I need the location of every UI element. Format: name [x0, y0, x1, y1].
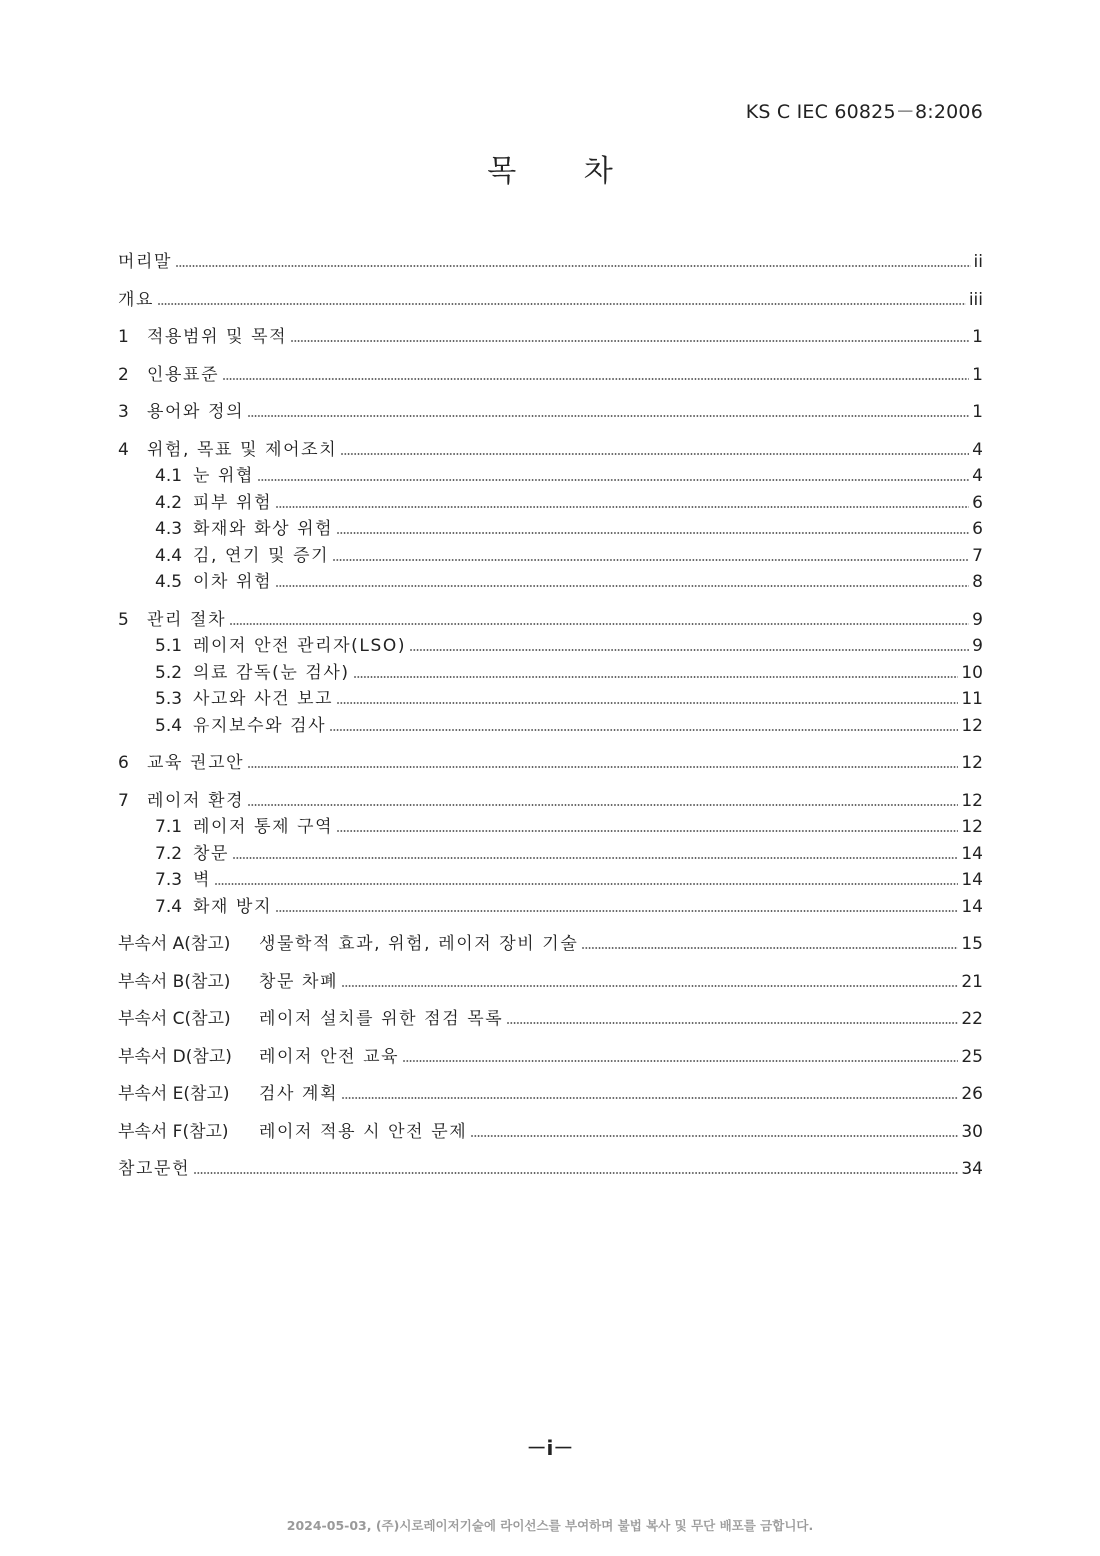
toc-entry-page: 26	[961, 1084, 983, 1104]
toc-entry-page: 15	[961, 934, 983, 954]
dot-leader	[354, 676, 959, 678]
dot-leader	[258, 479, 969, 481]
toc-annex-entry	[118, 1006, 983, 1033]
toc-entry-number: 2	[118, 364, 129, 385]
toc-entry-title: 위험, 목표 및 제어조치	[147, 439, 338, 460]
toc-entry-title: 레이저 환경	[147, 790, 245, 811]
toc-subentry-title: 화재 방지	[193, 896, 273, 917]
toc-entry-page: 1	[972, 364, 983, 385]
dot-leader	[223, 378, 969, 380]
dot-leader	[471, 1135, 958, 1137]
toc-subentry	[118, 841, 983, 868]
toc-subentry-title: 의료 감독(눈 검사)	[193, 662, 350, 683]
toc-subentry-title: 피부 위험	[193, 492, 273, 513]
toc-subentry-page: 10	[961, 662, 983, 683]
toc-entry	[118, 1156, 983, 1183]
toc-entry-page: 34	[961, 1159, 983, 1179]
toc-entry-page: 12	[961, 790, 983, 811]
dot-leader	[342, 985, 958, 987]
toc-subentry-number: 5.2	[155, 662, 183, 683]
toc-subentry-page: 14	[961, 843, 983, 864]
toc-subentry-page: 9	[972, 636, 983, 656]
toc-subentry-number: 7.3	[155, 870, 183, 890]
dot-leader	[337, 830, 958, 832]
toc-entry-title: 머리말	[118, 252, 173, 272]
dot-leader	[215, 883, 958, 885]
dot-leader	[276, 910, 958, 912]
toc-subentry	[118, 713, 983, 740]
toc-subentry-number: 4.3	[155, 519, 183, 539]
toc-subentry-number: 7.2	[155, 843, 183, 864]
toc-entry-number: 7	[118, 790, 129, 811]
dot-leader	[507, 1022, 958, 1024]
dot-leader	[230, 623, 969, 625]
toc-entry-page: 22	[961, 1009, 983, 1029]
annex-label: 부속서 E(참고)	[118, 1084, 230, 1104]
table-of-contents	[118, 249, 983, 1183]
toc-entry-page: 25	[961, 1046, 983, 1067]
toc-subentry-title: 레이저 안전 관리자(LSO)	[193, 636, 407, 656]
toc-entry-page: ii	[973, 252, 983, 272]
toc-subentry-title: 유지보수와 검사	[193, 715, 327, 736]
toc-subentry-page: 12	[961, 715, 983, 736]
toc-entry-title: 생물학적 효과, 위험, 레이저 장비 기술	[259, 934, 579, 954]
toc-subentry-page: 4	[972, 466, 983, 486]
toc-subentry-number: 5.3	[155, 689, 183, 709]
toc-entry	[118, 607, 983, 634]
toc-subentry-number: 7.4	[155, 896, 183, 917]
toc-entry-title: 교육 권고안	[147, 753, 245, 773]
dot-leader	[330, 729, 958, 731]
dot-leader	[341, 453, 969, 455]
standard-code: KS C IEC 60825－8:2006	[745, 101, 983, 123]
toc-subentry-number: 4.5	[155, 572, 183, 592]
toc-subentry-title: 눈 위협	[193, 466, 255, 486]
toc-entry-title: 개요	[118, 289, 155, 310]
toc-subentry	[118, 516, 983, 543]
toc-entry-title: 인용표준	[147, 364, 220, 385]
toc-entry-page: iii	[968, 289, 983, 310]
annex-label: 부속서 B(참고)	[118, 971, 231, 992]
toc-entry-page: 4	[972, 439, 983, 460]
toc-subentry-title: 창문	[193, 843, 230, 864]
toc-subentry	[118, 686, 983, 713]
toc-annex-entry	[118, 1119, 983, 1146]
toc-entry-title: 검사 계획	[259, 1084, 339, 1104]
toc-subentry	[118, 543, 983, 570]
toc-subentry-number: 4.1	[155, 466, 183, 486]
toc-subentry	[118, 894, 983, 921]
toc-subentry-title: 화재와 화상 위험	[193, 519, 334, 539]
toc-subentry	[118, 633, 983, 660]
toc-annex-entry	[118, 1081, 983, 1108]
toc-annex-entry	[118, 969, 983, 996]
toc-entry-title: 적용범위 및 목적	[147, 327, 288, 347]
toc-annex-entry	[118, 931, 983, 958]
toc-subentry	[118, 814, 983, 841]
toc-entry-page: 30	[961, 1121, 983, 1142]
annex-label: 부속서 A(참고)	[118, 934, 231, 954]
toc-subentry-number: 4.2	[155, 492, 183, 513]
toc-subentry-page: 7	[972, 545, 983, 566]
toc-subentry-page: 8	[972, 572, 983, 592]
toc-entry-page: 9	[972, 609, 983, 630]
toc-entry-title: 레이저 안전 교육	[259, 1046, 400, 1067]
annex-label: 부속서 F(참고)	[118, 1121, 229, 1142]
dot-leader	[333, 559, 969, 561]
toc-subentry	[118, 463, 983, 490]
dot-leader	[337, 532, 969, 534]
dot-leader	[248, 415, 969, 417]
toc-subentry-page: 6	[972, 492, 983, 513]
toc-subentry	[118, 569, 983, 596]
toc-entry-number: 6	[118, 753, 129, 773]
toc-entry-title: 레이저 적용 시 안전 문제	[259, 1121, 468, 1142]
toc-subentry	[118, 867, 983, 894]
toc-entry-number: 1	[118, 327, 129, 347]
toc-subentry	[118, 490, 983, 517]
toc-subentry-page: 14	[961, 896, 983, 917]
toc-entry-page: 12	[961, 753, 983, 773]
dot-leader	[233, 857, 958, 859]
dot-leader	[410, 649, 969, 651]
dot-leader	[291, 340, 969, 342]
toc-entry-title: 용어와 정의	[147, 402, 245, 422]
dot-leader	[158, 303, 966, 305]
toc-subentry	[118, 660, 983, 687]
toc-entry	[118, 437, 983, 464]
toc-entry	[118, 750, 983, 777]
dot-leader	[248, 766, 958, 768]
dot-leader	[337, 702, 958, 704]
toc-entry	[118, 249, 983, 276]
toc-entry-title: 참고문헌	[118, 1159, 191, 1179]
toc-entry	[118, 287, 983, 314]
dot-leader	[582, 947, 958, 949]
page-title: 목 차	[487, 154, 613, 189]
toc-annex-entry	[118, 1044, 983, 1071]
toc-entry-number: 5	[118, 609, 129, 630]
toc-subentry-title: 벽	[193, 870, 212, 890]
toc-subentry-number: 5.1	[155, 636, 183, 656]
toc-subentry-number: 7.1	[155, 817, 183, 837]
toc-entry-page: 21	[961, 971, 983, 992]
toc-entry-number: 4	[118, 439, 129, 460]
dot-leader	[194, 1172, 958, 1174]
toc-subentry-title: 사고와 사건 보고	[193, 689, 334, 709]
toc-subentry-page: 6	[972, 519, 983, 539]
toc-subentry-title: 이차 위험	[193, 572, 273, 592]
toc-entry-title: 관리 절차	[147, 609, 227, 630]
dot-leader	[403, 1060, 958, 1062]
toc-entry-number: 3	[118, 402, 129, 422]
annex-label: 부속서 C(참고)	[118, 1009, 231, 1029]
dot-leader	[176, 265, 970, 267]
page-number: －i－	[526, 1436, 574, 1460]
toc-entry	[118, 324, 983, 351]
toc-entry	[118, 788, 983, 815]
toc-entry-title: 레이저 설치를 위한 점검 목록	[259, 1009, 504, 1029]
toc-entry-page: 1	[972, 327, 983, 347]
toc-subentry-number: 5.4	[155, 715, 183, 736]
toc-entry-page: 1	[972, 402, 983, 422]
dot-leader	[276, 506, 969, 508]
toc-subentry-page: 11	[961, 689, 983, 709]
annex-label: 부속서 D(참고)	[118, 1046, 232, 1067]
toc-entry	[118, 399, 983, 426]
toc-entry	[118, 362, 983, 389]
toc-subentry-page: 12	[961, 817, 983, 837]
dot-leader	[342, 1097, 958, 1099]
toc-subentry-number: 4.4	[155, 545, 183, 566]
toc-subentry-title: 김, 연기 및 증기	[193, 545, 330, 566]
toc-subentry-title: 레이저 통제 구역	[193, 817, 334, 837]
toc-entry-title: 창문 차폐	[259, 971, 339, 992]
license-notice: 2024-05-03, (주)시로레이저기술에 라이선스를 부여하며 불법 복사 및 무단 배포를 금합니다.	[286, 1518, 814, 1533]
dot-leader	[276, 585, 969, 587]
toc-subentry-page: 14	[961, 870, 983, 890]
dot-leader	[248, 804, 958, 806]
